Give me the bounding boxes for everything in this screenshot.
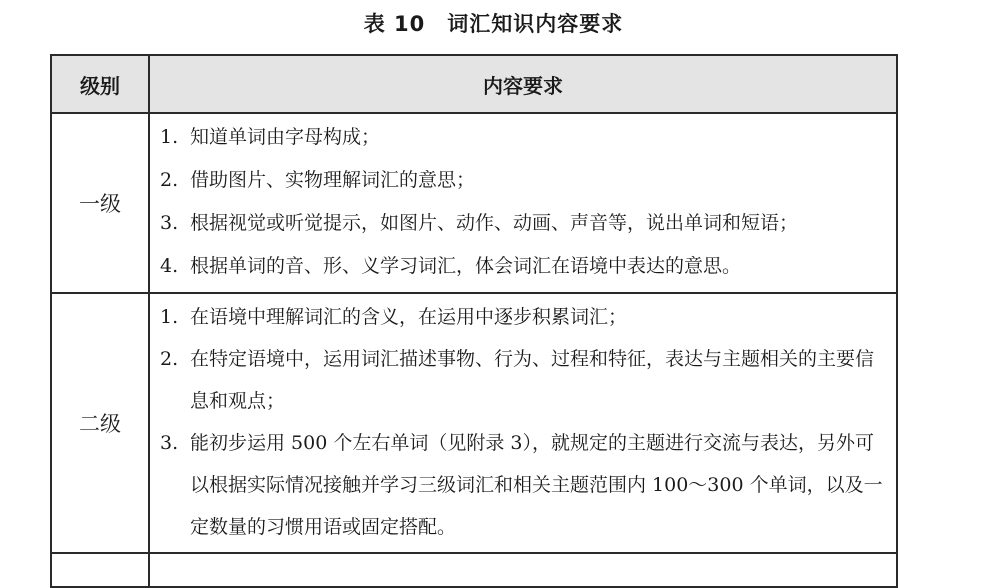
item-number: 1. bbox=[160, 306, 179, 328]
list-item bbox=[160, 338, 886, 422]
header-level: 级别 bbox=[51, 55, 149, 113]
item-number: 3. bbox=[160, 432, 179, 454]
level-cell-continued bbox=[51, 553, 149, 587]
list-item bbox=[160, 159, 886, 202]
table-row bbox=[51, 293, 897, 553]
level-cell: 二级 bbox=[51, 293, 149, 553]
list-item bbox=[160, 422, 886, 548]
item-number: 2. bbox=[160, 169, 179, 191]
table-title: 词汇知识内容要求 bbox=[447, 12, 624, 36]
list-item bbox=[160, 245, 886, 288]
item-text: 在特定语境中，运用词汇描述事物、行为、过程和特征，表达与主题相关的主要信息和观点； bbox=[190, 348, 875, 412]
table-caption bbox=[0, 9, 987, 39]
item-text: 借助图片、实物理解词汇的意思； bbox=[190, 169, 476, 191]
table-row-continued bbox=[51, 553, 897, 587]
table-row bbox=[51, 113, 897, 293]
item-text: 根据单词的音、形、义学习词汇，体会词汇在语境中表达的意思。 bbox=[190, 255, 742, 277]
item-number: 1. bbox=[160, 126, 179, 148]
requirements-cell bbox=[149, 293, 897, 553]
list-item bbox=[160, 296, 886, 338]
requirements-list bbox=[160, 116, 886, 288]
table-number: 表 10 bbox=[363, 12, 426, 36]
item-text: 根据视觉或听觉提示，如图片、动作、动画、声音等，说出单词和短语； bbox=[190, 212, 799, 234]
header-requirements: 内容要求 bbox=[149, 55, 897, 113]
table-header-row bbox=[51, 55, 897, 113]
item-text: 知道单词由字母构成； bbox=[190, 126, 381, 148]
item-number: 3. bbox=[160, 212, 179, 234]
item-number: 2. bbox=[160, 348, 179, 370]
list-item bbox=[160, 202, 886, 245]
item-text: 能初步运用 500 个左右单词（见附录 3），就规定的主题进行交流与表达，另外可以根据实际情况接触并学习三级词汇和相关主题范围内 100～300 个单词，以及一定数量的习惯用语或固定搭配。 bbox=[190, 432, 883, 538]
requirements-cell-continued bbox=[149, 553, 897, 587]
level-cell: 一级 bbox=[51, 113, 149, 293]
item-text: 在语境中理解词汇的含义，在运用中逐步积累词汇； bbox=[190, 306, 628, 328]
item-number: 4. bbox=[160, 255, 179, 277]
vocabulary-requirements-table bbox=[50, 54, 898, 588]
list-item bbox=[160, 116, 886, 159]
requirements-cell bbox=[149, 113, 897, 293]
requirements-list bbox=[160, 296, 886, 548]
